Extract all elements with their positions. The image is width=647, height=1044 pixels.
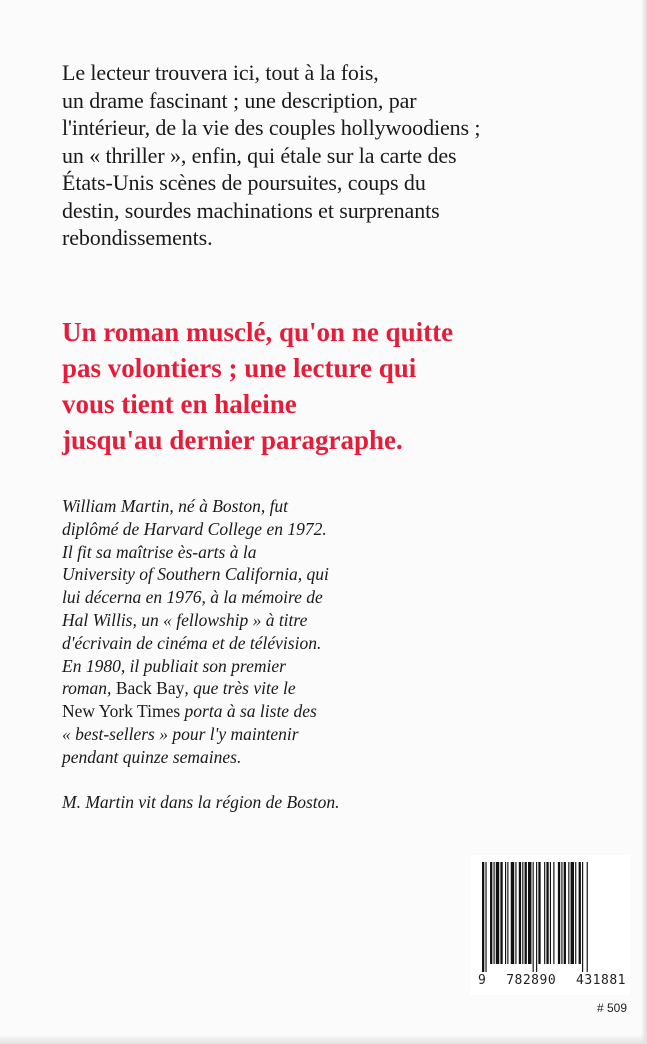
pitch-line: jusqu'au dernier paragraphe.	[62, 425, 403, 455]
bio-line: Hal Willis, un « fellowship » à titre	[62, 609, 308, 630]
author-residence: M. Martin vit dans la région de Boston.	[62, 792, 340, 812]
bio-line: Il fit sa maîtrise ès-arts à la	[62, 541, 257, 562]
barcode-bar	[511, 862, 514, 964]
barcode-bar	[496, 862, 499, 964]
barcode-bar	[519, 862, 521, 964]
barcode-digits	[478, 973, 626, 988]
isbn-barcode	[470, 855, 630, 995]
barcode-bar	[536, 862, 537, 972]
barcode-bar	[587, 862, 588, 972]
book-title: Back Bay	[115, 678, 185, 699]
barcode-bar	[482, 862, 484, 972]
pitch-line: vous tient en haleine	[62, 389, 297, 419]
barcode-group-1: 782890	[506, 973, 557, 988]
page-edge-shadow	[641, 0, 647, 1044]
barcode-bar	[546, 862, 548, 964]
barcode-bar	[490, 862, 492, 964]
barcode-bar	[575, 862, 576, 964]
barcode-bar	[533, 862, 534, 972]
barcode-bar	[550, 862, 551, 964]
barcode-bar	[525, 862, 527, 964]
intro-line: un drame fascinant ; une description, par	[62, 87, 417, 113]
intro-line: destin, sourdes machinations et surprenants	[62, 197, 440, 223]
barcode-bar	[500, 862, 502, 964]
barcode-bar	[564, 862, 566, 964]
intro-paragraph	[62, 59, 622, 252]
bio-line: William Martin, né à Boston, fut	[62, 496, 289, 516]
intro-line: rebondissements.	[62, 225, 213, 250]
author-bio	[62, 495, 462, 769]
barcode-bar	[505, 862, 506, 964]
barcode-bars	[480, 862, 622, 972]
intro-line: Le lecteur trouvera ici, tout à la fois,	[62, 60, 379, 85]
intro-line: États-Unis scènes de poursuites, coups du	[62, 170, 426, 195]
barcode-bar	[579, 862, 581, 964]
bio-line: d'écrivain de cinéma et de télévision.	[62, 632, 322, 653]
barcode-digit-first: 9	[478, 973, 487, 988]
barcode-bar	[568, 862, 569, 964]
bio-line: , que très vite le	[184, 678, 296, 699]
bio-line: porta à sa liste des	[180, 701, 317, 722]
barcode-bar	[571, 862, 574, 964]
bio-line: En 1980, il publiait son premier	[62, 655, 286, 676]
bio-line: lui décerna en 1976, à la mémoire de	[62, 587, 323, 608]
intro-line: l'intérieur, de la vie des couples hollywoodiens ;	[62, 115, 481, 140]
barcode-bar	[485, 862, 486, 972]
barcode-bar	[558, 862, 560, 964]
bio-line: roman,	[62, 678, 116, 699]
barcode-bar	[507, 862, 508, 964]
barcode-bar	[515, 862, 516, 964]
barcode-bar	[553, 862, 554, 964]
pitch-paragraph	[62, 314, 622, 458]
bio-line: diplômé de Harvard College en 1972.	[62, 518, 327, 539]
pitch-line: Un roman musclé, qu'on ne quitte	[62, 317, 454, 347]
bio-line: « best-sellers » pour l'y maintenir	[62, 723, 299, 744]
barcode-bar	[494, 862, 495, 964]
barcode-bar	[528, 862, 531, 964]
catalog-number: # 509	[596, 1001, 627, 1015]
intro-line: un « thriller », enfin, qui étale sur la carte des	[62, 142, 457, 168]
barcode-bar	[538, 862, 540, 964]
barcode-bar	[561, 862, 562, 964]
bio-line: pendant quinze semaines.	[62, 746, 242, 767]
barcode-bar	[522, 862, 523, 964]
barcode-bar	[544, 862, 545, 964]
newspaper-title: New York Times	[62, 701, 181, 722]
bio-line: University of Southern California, qui	[62, 564, 329, 585]
barcode-group-2: 431881	[576, 973, 626, 988]
pitch-line: pas volontiers ; une lecture qui	[62, 353, 417, 383]
barcode-bar	[582, 862, 583, 972]
page-edge-shadow	[0, 1034, 647, 1044]
